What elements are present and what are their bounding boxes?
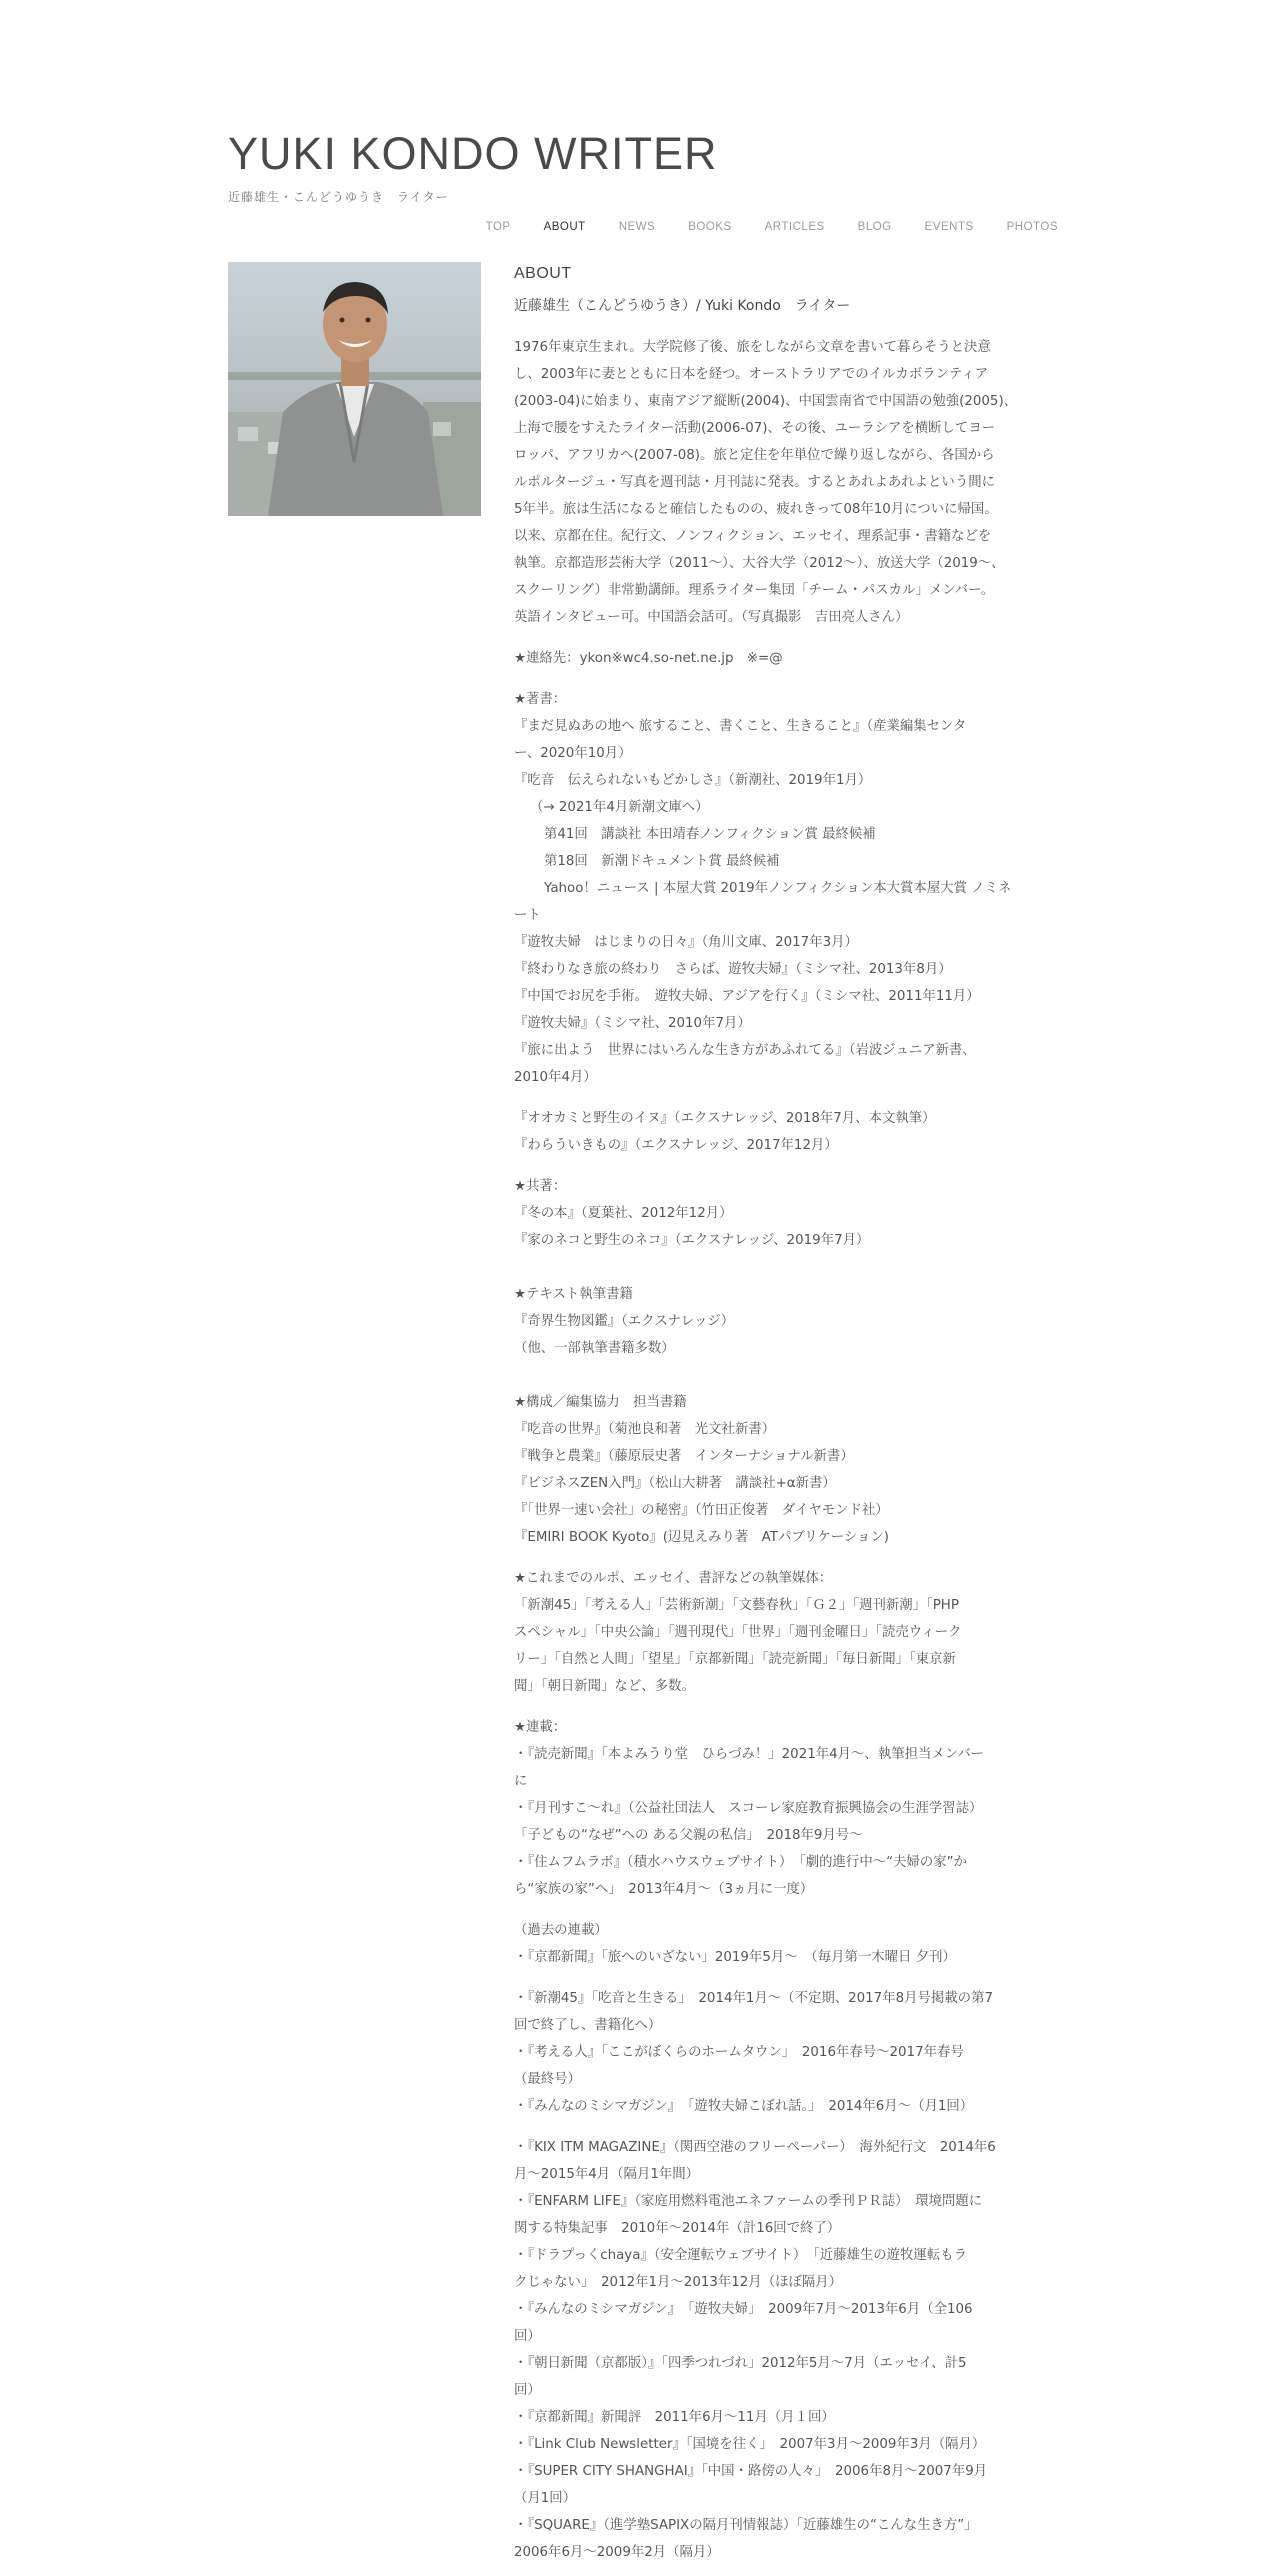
list-item[interactable]: ・『住ムフムラボ』（積水ハウスウェブサイト） 「劇的進行中～“夫婦の家”か: [514, 1855, 967, 1870]
list-item[interactable]: 『わらういきもの』（エクスナレッジ、2017年12月）: [514, 1138, 838, 1153]
list-item[interactable]: 『冬の本』（夏葉社、2012年12月）: [514, 1206, 733, 1221]
bio-line: スクーリング）非常勤講師。理系ライター集団「チーム・パスカル」メンバー。: [514, 583, 995, 598]
list-item[interactable]: 『吃音 伝えられないもどかしさ』（新潮社、2019年1月）: [514, 773, 872, 788]
media-line: リー」「自然と人間」「望星」「京都新聞」「読売新聞」「毎日新聞」「東京新: [514, 1652, 956, 1667]
list-item[interactable]: 『奇界生物図鑑』（エクスナレッジ）: [514, 1314, 735, 1329]
list-item[interactable]: 『旅に出よう 世界にはいろんな生き方があふれてる』（岩波ジュニア新書、: [514, 1043, 976, 1058]
text-books-heading: ★テキスト執筆書籍: [514, 1287, 633, 1302]
nav-articles[interactable]: ARTICLES: [764, 221, 825, 233]
books-list-2: [514, 1105, 1058, 1159]
list-item[interactable]: 『まだ見ぬあの地へ 旅すること、書くこと、生きること』（産業編集センタ: [514, 719, 967, 734]
list-item[interactable]: ・『ENFARM LIFE』（家庭用燃料電池エネファームの季刊ＰＲ誌） 環境問題に: [514, 2194, 983, 2209]
media-line: 聞」「朝日新聞」など、多数。: [514, 1679, 695, 1694]
about-content: [514, 262, 1058, 2566]
bio-line: 英語インタビュー可。中国語会話可。（写真撮影 吉田亮人さん）: [514, 610, 909, 625]
list-item[interactable]: 『終わりなき旅の終わり さらば、遊牧夫婦』（ミシマ社、2013年8月）: [514, 962, 952, 977]
list-item[interactable]: 『遊牧夫婦 はじまりの日々』（角川文庫、2017年3月）: [514, 935, 858, 950]
bio: [514, 334, 1058, 631]
list-item: （他、一部執筆書籍多数）: [514, 1341, 675, 1356]
list-item[interactable]: 『オオカミと野生のイヌ』（エクスナレッジ、2018年7月、本文執筆）: [514, 1111, 936, 1126]
serial-heading: ★連載：: [514, 1720, 567, 1735]
list-item: 関する特集記事 2010年～2014年（計16回で終了）: [514, 2221, 841, 2236]
nav-top[interactable]: TOP: [485, 221, 511, 233]
list-item[interactable]: ・『KIX ITM MAGAZINE』（関西空港のフリーペーパー） 海外紀行文 2014年6: [514, 2140, 996, 2155]
list-item: クじゃない」 2012年1月～2013年12月（ほぼ隔月）: [514, 2275, 843, 2290]
bio-line: 上海で腰をすえたライター活動(2006-07)、その後、ユーラシアを横断してヨー: [514, 421, 996, 436]
list-item[interactable]: ・『SQUARE』（進学塾SAPIXの隔月刊情報誌）「近藤雄生の“こんな生き方”」: [514, 2518, 978, 2533]
list-item: 月～2015年4月（隔月1年間）: [514, 2167, 700, 2182]
bio-line: 5年半。旅は生活になると確信したものの、疲れきって08年10月についに帰国。: [514, 502, 998, 517]
list-item[interactable]: ・『京都新聞』新聞評 2011年6月～11月（月１回）: [514, 2410, 835, 2425]
list-item: 回）: [514, 2329, 541, 2344]
contact-line: ★連絡先：ykon※wc4.so-net.ne.jp ※=@: [514, 651, 783, 666]
list-item: （月1回）: [514, 2491, 577, 2506]
list-item[interactable]: 『「世界一速い会社」の秘密』（竹田正俊著 ダイヤモンド社）: [514, 1503, 889, 1518]
bio-line: ロッパ、アフリカへ(2007-08)。旅と定住を年単位で繰り返しながら、各国から: [514, 448, 995, 463]
list-item[interactable]: 『中国でお尻を手術。 遊牧夫婦、アジアを行く』（ミシマ社、2011年11月）: [514, 989, 980, 1004]
list-item[interactable]: 『戦争と農業』（藤原辰史著 インターナショナル新書）: [514, 1449, 854, 1464]
edit-books-list: [514, 1416, 1058, 1551]
list-item[interactable]: ・『みんなのミシマガジン』 「遊牧夫婦こぼれ話。」 2014年6月～（月1回）: [514, 2099, 974, 2114]
list-item: ら“家族の家”へ」 2013年4月～（3ヵ月に一度）: [514, 1882, 814, 1897]
list-item[interactable]: ・『SUPER CITY SHANGHAI』「中国・路傍の人々」 2006年8月～2007年9月: [514, 2464, 988, 2479]
list-item: 第18回 新潮ドキュメント賞 最終候補: [544, 854, 780, 869]
name-line: 近藤雄生（こんどうゆうき）/ Yuki Kondo ライター: [514, 298, 851, 314]
bio-line: 以来、京都在住。紀行文、ノンフィクション、エッセイ、理系記事・書籍などを: [514, 529, 992, 544]
list-item[interactable]: ・『ドラプっくchaya』（安全運転ウェブサイト） 「近藤雄生の遊牧運転もラ: [514, 2248, 967, 2263]
list-item: に: [514, 1774, 528, 1789]
nav-blog[interactable]: BLOG: [857, 221, 892, 233]
list-item: 2006年6月～2009年2月（隔月）: [514, 2545, 720, 2560]
list-item: 第41回 講談社 本田靖春ノンフィクション賞 最終候補: [544, 827, 876, 842]
list-item[interactable]: ・『朝日新聞（京都版）』「四季つれづれ」2012年5月～7月（エッセイ、計5: [514, 2356, 967, 2371]
profile-photo: [228, 262, 481, 516]
nav-photos[interactable]: PHOTOS: [1006, 221, 1058, 233]
main-nav: [453, 221, 1058, 233]
list-item: 2010年4月）: [514, 1070, 597, 1085]
coauthor-list: [514, 1200, 1058, 1254]
past-serial-heading: （過去の連載）: [514, 1923, 608, 1938]
list-item[interactable]: 『ビジネスZEN入門』（松山大耕著 講談社+α新書）: [514, 1476, 836, 1491]
list-item: 回で終了し、書籍化へ）: [514, 2018, 662, 2033]
nav-news[interactable]: NEWS: [618, 221, 656, 233]
media-line: スペシャル」「中央公論」「週刊現代」「世界」「週刊金曜日」「読売ウィーク: [514, 1625, 962, 1640]
list-item[interactable]: 『家のネコと野生のネコ』（エクスナレッジ、2019年7月）: [514, 1233, 870, 1248]
text-books-list: [514, 1308, 1058, 1362]
coauthor-heading: ★共著：: [514, 1179, 567, 1194]
bio-line: (2003-04)に始まり、東南アジア縦断(2004)、中国雲南省で中国語の勉強(2005)、: [514, 394, 1018, 409]
media-list: [514, 1592, 1058, 1700]
serial-list: [514, 1741, 1058, 1903]
about-heading: ABOUT: [514, 265, 572, 282]
list-item[interactable]: ・『みんなのミシマガジン』 「遊牧夫婦」 2009年7月～2013年6月（全106: [514, 2302, 973, 2317]
list-item: ート: [514, 908, 541, 923]
site-subtitle: 近藤雄生・こんどうゆうき ライター: [228, 190, 449, 204]
list-item[interactable]: ・『読売新聞』「本よみうり堂 ひらづみ！」2021年4月～、執筆担当メンバー: [514, 1747, 985, 1762]
list-item: （最終号）: [514, 2072, 581, 2087]
list-item[interactable]: ・『京都新聞』「旅へのいざない」2019年5月～ （毎月第一木曜日 夕刊）: [514, 1950, 956, 1965]
list-item[interactable]: 『EMIRI BOOK Kyoto』(辺見えみり著 ATパブリケーション): [514, 1530, 889, 1545]
list-item: （→ 2021年4月新潮文庫へ）: [530, 800, 709, 815]
books-list: [514, 713, 1058, 1091]
list-item[interactable]: 『吃音の世界』（菊池良和著 光文社新書）: [514, 1422, 776, 1437]
bio-line: 1976年東京生まれ。大学院修了後、旅をしながら文章を書いて暮らそうと決意: [514, 340, 991, 355]
list-item: 回）: [514, 2383, 541, 2398]
nav-about[interactable]: ABOUT: [543, 221, 586, 233]
books-heading: ★著書：: [514, 692, 567, 707]
past-serial-list-2: [514, 1985, 1058, 2120]
list-item[interactable]: ・『新潮45』「吃音と生きる」 2014年1月～（不定期、2017年8月号掲載の第7: [514, 1991, 993, 2006]
past-serial-list-1: [514, 1944, 1058, 1971]
media-line: 「新潮45」「考える人」「芸術新潮」「文藝春秋」「Ｇ２」「週刊新潮」「PHP: [514, 1598, 959, 1613]
site-title[interactable]: YUKI KONDO WRITER: [228, 128, 718, 179]
list-item[interactable]: ・『考える人』「ここがぼくらのホームタウン」 2016年春号～2017年春号: [514, 2045, 964, 2060]
bio-line: 執筆。京都造形芸術大学（2011～）、大谷大学（2012～）、放送大学（2019～、: [514, 556, 1005, 571]
list-item: ー、2020年10月）: [514, 746, 632, 761]
edit-books-heading: ★構成／編集協力 担当書籍: [514, 1395, 687, 1410]
bio-line: ルポルタージュ・写真を週刊誌・月刊誌に発表。するとあれよあれよという間に: [514, 475, 995, 490]
list-item[interactable]: Yahoo！ニュース | 本屋大賞 2019年ノンフィクション本大賞本屋大賞 ノミネ: [544, 881, 1012, 896]
bio-line: し、2003年に妻とともに日本を経つ。オーストラリアでのイルカボランティア: [514, 367, 989, 382]
list-item[interactable]: 『遊牧夫婦』（ミシマ社、2010年7月）: [514, 1016, 751, 1031]
nav-books[interactable]: BOOKS: [688, 221, 732, 233]
nav-events[interactable]: EVENTS: [924, 221, 974, 233]
media-heading: ★これまでのルポ、エッセイ、書評などの執筆媒体：: [514, 1571, 833, 1586]
list-item[interactable]: ・『Link Club Newsletter』「国境を往く」 2007年3月～2009年3月（隔月）: [514, 2437, 986, 2452]
list-item[interactable]: ・『月刊すこ～れ』（公益社団法人 スコーレ家庭教育振興協会の生涯学習誌）: [514, 1801, 983, 1816]
past-serial-list-3: [514, 2134, 1058, 2566]
list-item: 「子どもの“なぜ”への ある父親の私信」 2018年9月号～: [514, 1828, 863, 1843]
